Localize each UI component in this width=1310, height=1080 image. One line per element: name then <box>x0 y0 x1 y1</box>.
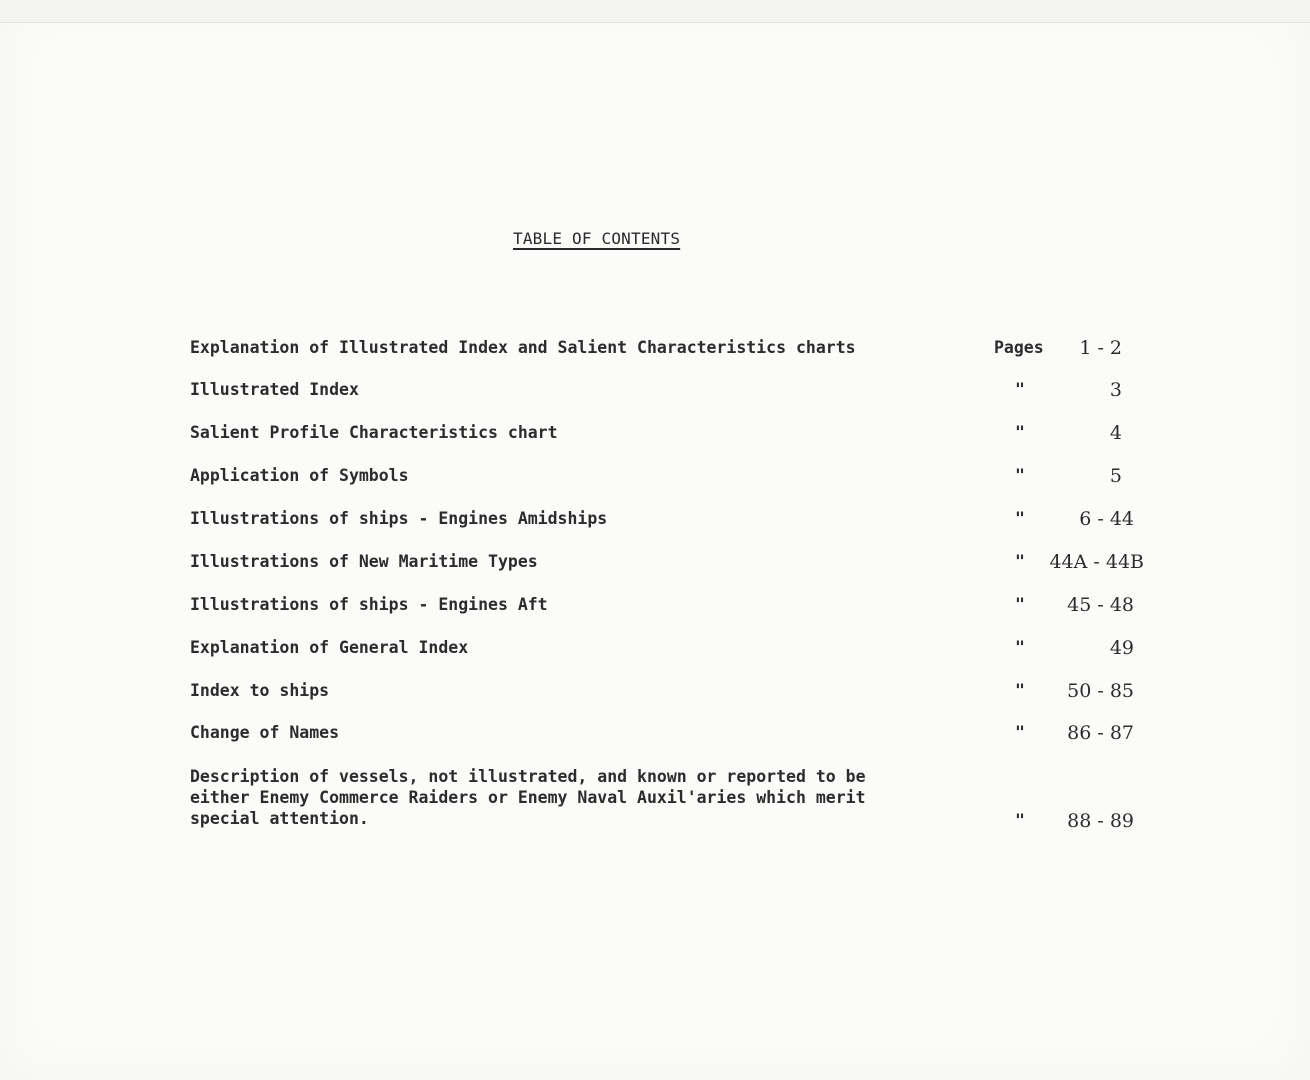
toc-entry-pages: 1 - 2 <box>1079 337 1122 359</box>
toc-entry <box>190 722 1150 744</box>
toc-entry-prefix: " <box>1015 811 1025 830</box>
toc-entry <box>190 637 1150 659</box>
toc-entry <box>190 508 1150 530</box>
toc-entry-pages: 4 <box>1109 422 1122 444</box>
toc-entry-pages: 5 <box>1109 465 1122 487</box>
toc-entry-label: Illustrations of New Maritime Types <box>190 552 538 571</box>
toc-entry-prefix: " <box>1015 595 1025 614</box>
toc-entry-prefix: " <box>1015 552 1025 571</box>
toc-entry-pages: 6 - 44 <box>1079 508 1134 530</box>
toc-entry-label: Application of Symbols <box>190 466 409 485</box>
toc-entry-prefix: " <box>1015 681 1025 700</box>
toc-entry <box>190 680 1150 702</box>
toc-entry-label: Change of Names <box>190 723 340 742</box>
toc-entry-pages: 45 - 48 <box>1067 594 1134 616</box>
toc-entry-pages: 50 - 85 <box>1067 680 1134 702</box>
toc-entry-label-line: either Enemy Commerce Raiders or Enemy Naval Auxil'aries which merit <box>190 788 866 807</box>
page-title: TABLE OF CONTENTS <box>513 229 681 248</box>
toc-entry-label: Salient Profile Characteristics chart <box>190 423 558 442</box>
toc-entry <box>190 551 1150 573</box>
toc-entry-prefix: " <box>1015 509 1025 528</box>
toc-entry-prefix: " <box>1015 723 1025 742</box>
scan-top-edge <box>0 0 1310 23</box>
toc-entry-prefix: Pages <box>994 338 1044 357</box>
toc-entry-prefix: " <box>1015 638 1025 657</box>
toc-entry <box>190 465 1150 487</box>
toc-entry-label: Illustrations of ships - Engines Amidships <box>190 509 608 528</box>
toc-entry-pages: 88 - 89 <box>1067 810 1134 832</box>
toc-entry-pages: 49 <box>1109 637 1134 659</box>
toc-entry-label: Index to ships <box>190 681 330 700</box>
toc-entry-label: Explanation of Illustrated Index and Salient Characteristics charts <box>190 338 856 357</box>
toc-entry-pages: 3 <box>1109 379 1122 401</box>
toc-entry-prefix: " <box>1015 423 1025 442</box>
toc-entry-label: Illustrated Index <box>190 380 359 399</box>
toc-entry <box>190 766 1150 832</box>
toc-entry-prefix: " <box>1015 380 1025 399</box>
toc-entry-pages: 44A - 44B <box>1049 551 1144 573</box>
toc-entry <box>190 422 1150 444</box>
toc-entry-pages: 86 - 87 <box>1067 722 1134 744</box>
toc-entry-label-line: special attention. <box>190 809 369 828</box>
toc-entry <box>190 594 1150 616</box>
toc-entry-label: Explanation of General Index <box>190 638 469 657</box>
toc-entry-label: Illustrations of ships - Engines Aft <box>190 595 548 614</box>
toc-entry <box>190 337 1150 359</box>
toc-entry-prefix: " <box>1015 466 1025 485</box>
toc-entry-label-line: Description of vessels, not illustrated, and known or reported to be <box>190 767 866 786</box>
toc-entry <box>190 379 1150 401</box>
